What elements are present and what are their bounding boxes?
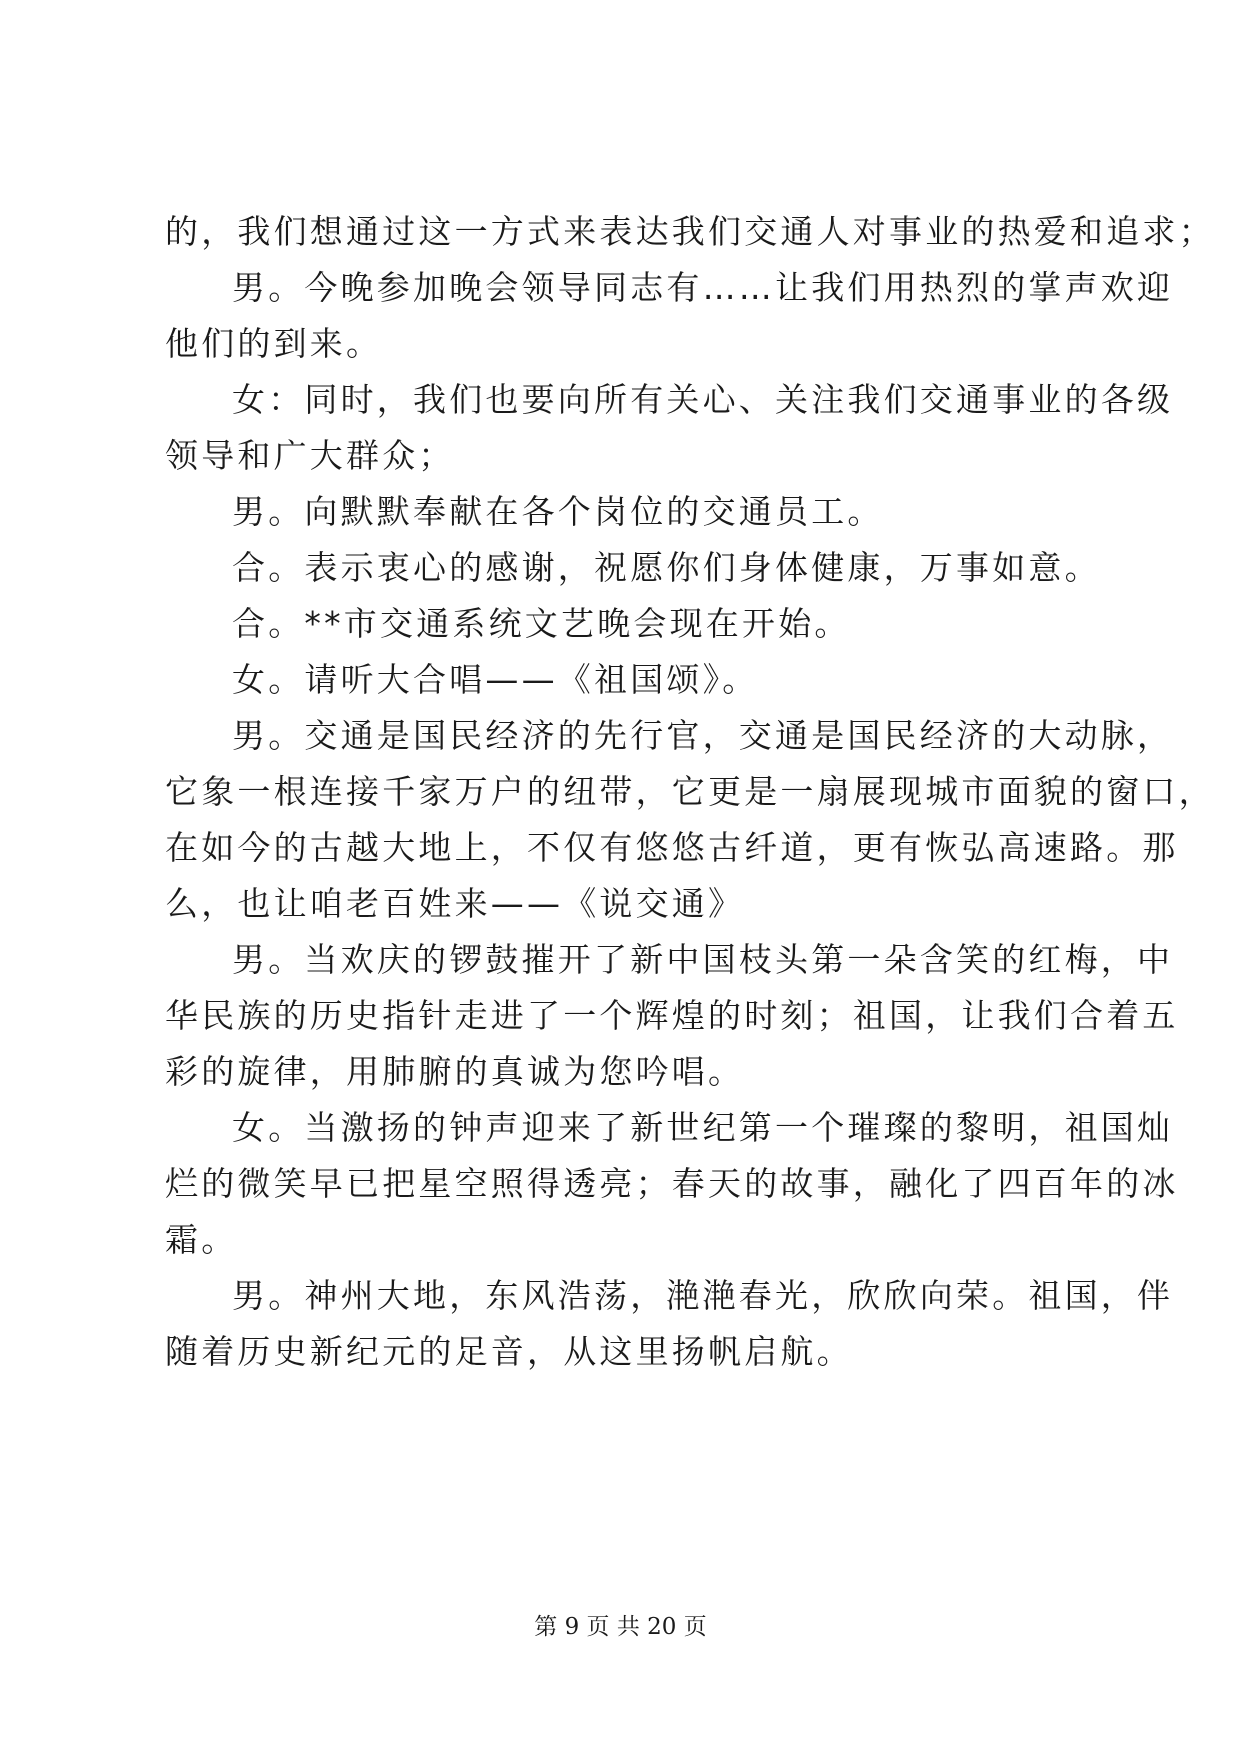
text-line: 霜。	[165, 1220, 238, 1259]
text-line: 男。向默默奉献在各个岗位的交通员工。	[232, 492, 884, 531]
text-line: 它象一根连接千家万户的纽带，它更是一扇展现城市面貌的窗口，	[165, 772, 1215, 811]
text-line: 领导和广大群众；	[165, 436, 455, 475]
text-line: 烂的微笑早已把星空照得透亮；春天的故事，融化了四百年的冰	[165, 1164, 1179, 1203]
text-line: 男。当欢庆的锣鼓摧开了新中国枝头第一朵含笑的红梅，中	[232, 940, 1174, 979]
text-line: 华民族的历史指针走进了一个辉煌的时刻；祖国，让我们合着五	[165, 996, 1179, 1035]
text-line: 么，也让咱老百姓来——《说交通》	[165, 884, 745, 923]
text-line: 合。**市交通系统文艺晚会现在开始。	[232, 604, 851, 643]
text-line: 女。请听大合唱——《祖国颂》。	[232, 660, 759, 699]
text-line: 他们的到来。	[165, 324, 383, 363]
page-number-footer: 第 9 页 共 20 页	[534, 1614, 707, 1640]
text-line: 彩的旋律，用肺腑的真诚为您吟唱。	[165, 1052, 745, 1091]
text-line: 男。神州大地，东风浩荡，滟滟春光，欣欣向荣。祖国，伴	[232, 1276, 1174, 1315]
text-line: 男。交通是国民经济的先行官，交通是国民经济的大动脉，	[232, 716, 1174, 755]
text-line: 合。表示衷心的感谢，祝愿你们身体健康，万事如意。	[232, 548, 1101, 587]
text-line: 的，我们想通过这一方式来表达我们交通人对事业的热爱和追求；	[165, 212, 1215, 251]
text-line: 女：同时，我们也要向所有关心、关注我们交通事业的各级	[232, 380, 1174, 419]
text-line: 女。当激扬的钟声迎来了新世纪第一个璀璨的黎明，祖国灿	[232, 1108, 1174, 1147]
text-line: 男。今晚参加晚会领导同志有……让我们用热烈的掌声欢迎	[232, 268, 1174, 307]
text-line: 在如今的古越大地上，不仅有悠悠古纤道，更有恢弘高速路。那	[165, 828, 1179, 867]
text-line: 随着历史新纪元的足音，从这里扬帆启航。	[165, 1332, 853, 1371]
